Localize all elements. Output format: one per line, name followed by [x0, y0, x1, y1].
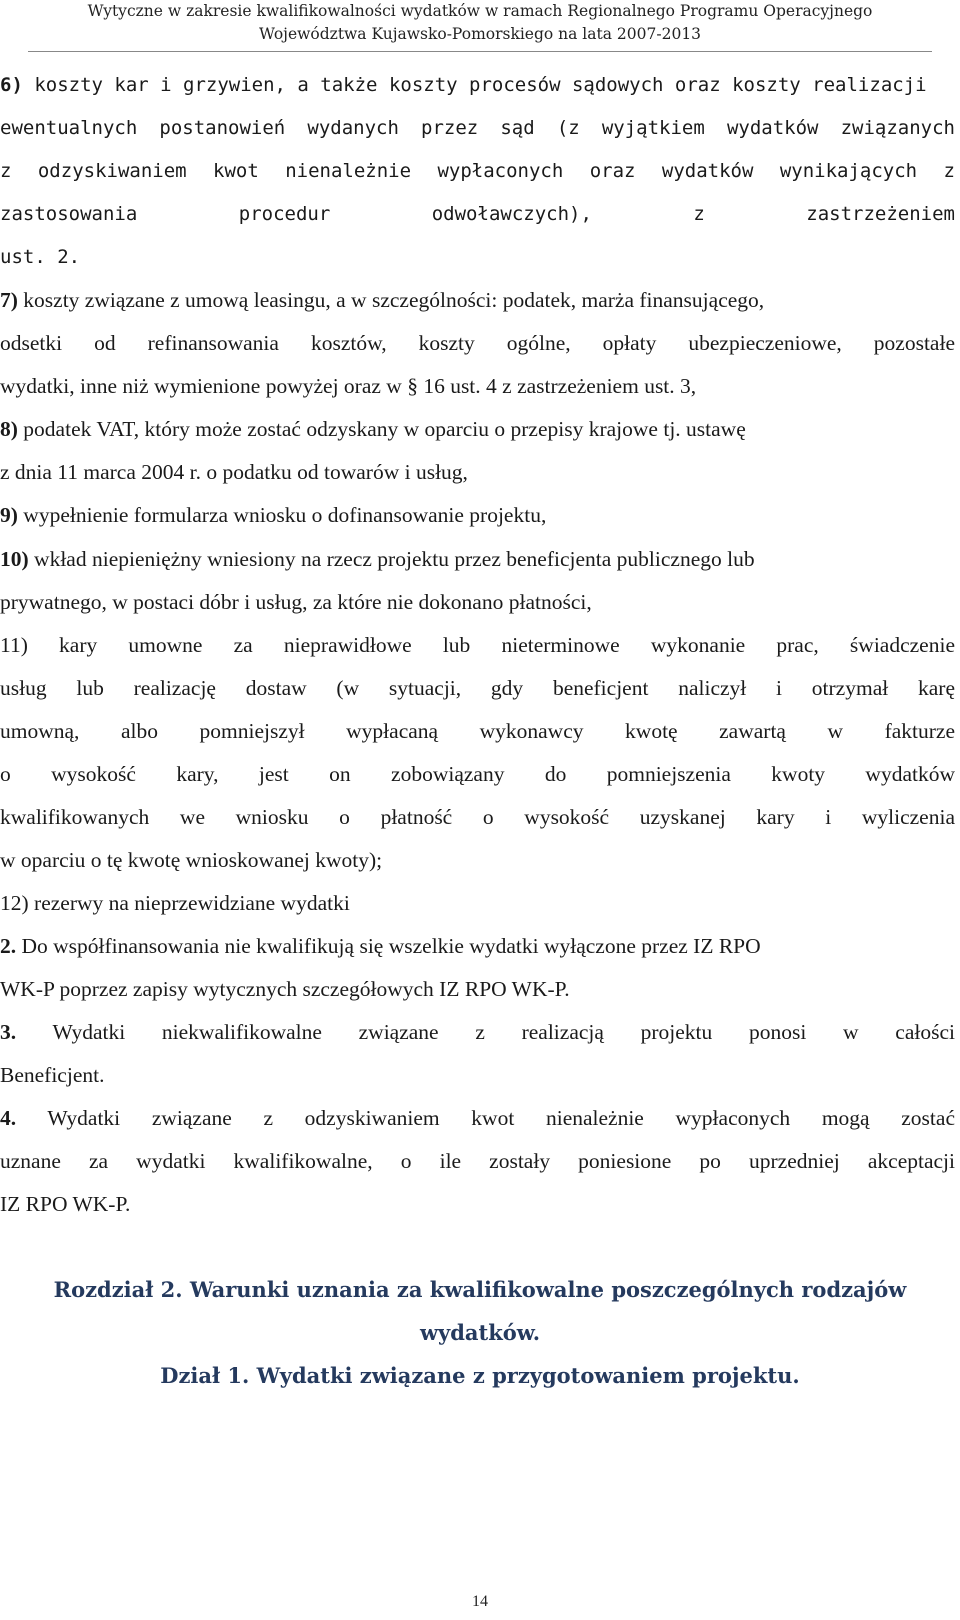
section-heading: Dział 1. Wydatki związane z przygotowaniem projektu. — [160, 1363, 800, 1388]
item-10-line-2: prywatnego, w postaci dóbr i usług, za które nie dokonano płatności, — [0, 590, 592, 614]
item-6-line-1: 6) koszty kar i grzywien, a także koszty procesów sądowych oraz koszty realizacji — [0, 74, 927, 96]
item-11-line-4: o wysokość kary, jest on zobowiązany do pomniejszenia kwoty wydatków — [0, 762, 955, 786]
item-11-line-6: w oparciu o tę kwotę wnioskowanej kwoty); — [0, 848, 383, 872]
paragraph-3-line-1: 3. Wydatki niekwalifikowalne związane z realizacją projektu ponosi w całości — [0, 1020, 955, 1044]
item-7-line-1: 7) koszty związane z umową leasingu, a w szczególności: podatek, marża finansującego, — [0, 288, 765, 312]
item-7-line-2: odsetki od refinansowania kosztów, koszty ogólne, opłaty ubezpieczeniowe, pozostałe — [0, 331, 955, 355]
header-line-1: Wytyczne w zakresie kwalifikowalności wydatków w ramach Regionalnego Programu Operacyjnego — [87, 2, 873, 20]
paragraph-4-line-3: IZ RPO WK-P. — [0, 1192, 131, 1216]
item-8-line-1: 8) podatek VAT, który może zostać odzyskany w oparciu o przepisy krajowe tj. ustawę — [0, 417, 746, 441]
item-10-line-1: 10) wkład niepieniężny wniesiony na rzecz projektu przez beneficjenta publicznego lub — [0, 547, 755, 571]
item-number: 9) — [0, 503, 18, 527]
chapter-heading-line-2: wydatków. — [419, 1320, 541, 1345]
paragraph-3-line-2: Beneficjent. — [0, 1063, 105, 1087]
item-12-line-1: 12) rezerwy na nieprzewidziane wydatki — [0, 891, 350, 915]
paragraph-2-line-1: 2. Do współfinansowania nie kwalifikują się wszelkie wydatki wyłączone przez IZ RPO — [0, 934, 761, 958]
item-11-line-3: umowną, albo pomniejszył wypłacaną wykonawcy kwotę zawartą w fakturze — [0, 719, 955, 743]
header-divider — [28, 51, 932, 52]
header-line-2: Województwa Kujawsko-Pomorskiego na lata 2007-2013 — [258, 25, 702, 43]
item-number: 8) — [0, 417, 18, 441]
paragraph-number: 2. — [0, 934, 17, 958]
paragraph-number: 3. — [0, 1020, 17, 1044]
item-9-line-1: 9) wypełnienie formularza wniosku o dofinansowanie projektu, — [0, 503, 547, 527]
item-11-line-1: 11) kary umowne za nieprawidłowe lub nieterminowe wykonanie prac, świadczenie — [0, 633, 955, 657]
item-7-line-3: wydatki, inne niż wymienione powyżej oraz w § 16 ust. 4 z zastrzeżeniem ust. 3, — [0, 374, 697, 398]
item-11-line-2: usług lub realizację dostaw (w sytuacji, gdy beneficjent naliczył i otrzymał karę — [0, 676, 955, 700]
paragraph-4-line-2: uznane za wydatki kwalifikowalne, o ile zostały poniesione po uprzedniej akceptacji — [0, 1149, 955, 1173]
paragraph-number: 4. — [0, 1106, 17, 1130]
item-8-line-2: z dnia 11 marca 2004 r. o podatku od towarów i usług, — [0, 460, 468, 484]
chapter-heading-line-1: Rozdział 2. Warunki uznania za kwalifikowalne poszczególnych rodzajów — [53, 1277, 907, 1302]
item-number: 7) — [0, 288, 18, 312]
item-6-line-5: ust. 2. — [0, 246, 81, 268]
paragraph-2-line-2: WK-P poprzez zapisy wytycznych szczegółowych IZ RPO WK-P. — [0, 977, 570, 1001]
paragraph-4-line-1: 4. Wydatki związane z odzyskiwaniem kwot nienależnie wypłaconych mogą zostać — [0, 1106, 955, 1130]
item-6-line-2: ewentualnych postanowień wydanych przez sąd (z wyjątkiem wydatków związanych — [0, 117, 955, 139]
item-6-line-3: z odzyskiwaniem kwot nienależnie wypłaconych oraz wydatków wynikających z — [0, 160, 955, 182]
page-number: 14 — [472, 1593, 488, 1610]
item-number: 6) — [0, 74, 23, 96]
item-6-line-4: zastosowania procedur odwoławczych), z zastrzeżeniem — [0, 203, 955, 225]
running-header — [0, 0, 960, 46]
item-number: 10) — [0, 547, 29, 571]
item-11-line-5: kwalifikowanych we wniosku o płatność o wysokość uzyskanej kary i wyliczenia — [0, 805, 955, 829]
